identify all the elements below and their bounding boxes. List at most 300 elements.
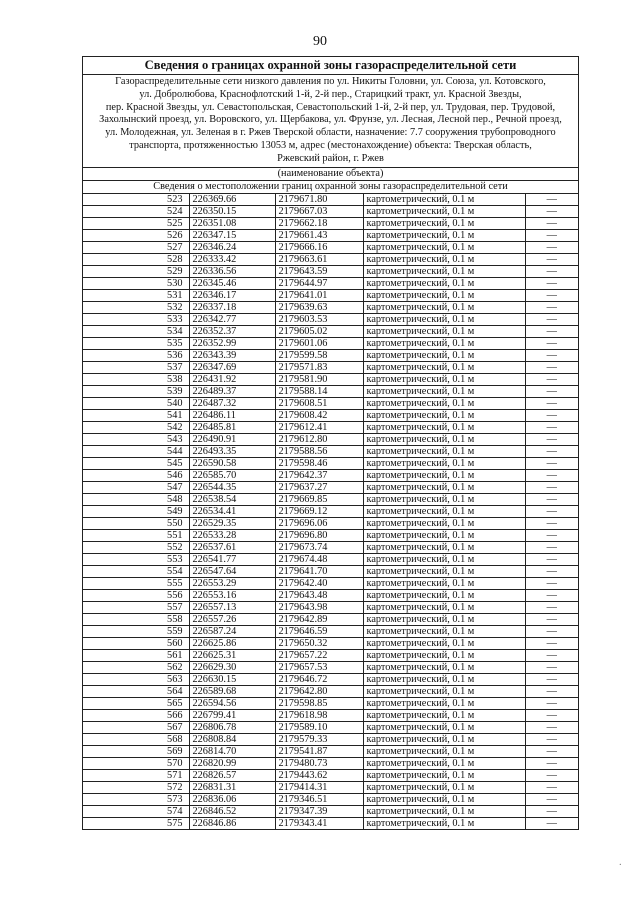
coordinates-table: [83, 194, 578, 829]
table-row: [83, 205, 578, 217]
table-row: [83, 505, 578, 517]
table-row: [83, 601, 578, 613]
y-coordinate-cell: 2179642.89: [275, 613, 363, 625]
point-number-cell: 561: [83, 649, 189, 661]
x-coordinate-cell: 226538.54: [189, 493, 275, 505]
table-row: [83, 637, 578, 649]
method-cell: картометрический, 0.1 м: [363, 445, 525, 457]
method-cell: картометрический, 0.1 м: [363, 301, 525, 313]
table-row: [83, 241, 578, 253]
method-cell: картометрический, 0.1 м: [363, 349, 525, 361]
point-number-cell: 563: [83, 673, 189, 685]
method-cell: картометрический, 0.1 м: [363, 553, 525, 565]
point-number-cell: 565: [83, 697, 189, 709]
y-coordinate-cell: 2179641.01: [275, 289, 363, 301]
method-cell: картометрический, 0.1 м: [363, 625, 525, 637]
method-cell: картометрический, 0.1 м: [363, 421, 525, 433]
y-coordinate-cell: 2179642.80: [275, 685, 363, 697]
y-coordinate-cell: 2179347.39: [275, 805, 363, 817]
point-number-cell: 575: [83, 817, 189, 829]
x-coordinate-cell: 226529.35: [189, 517, 275, 529]
description-cell: —: [525, 625, 578, 637]
description-cell: —: [525, 733, 578, 745]
description-cell: —: [525, 601, 578, 613]
method-cell: картометрический, 0.1 м: [363, 769, 525, 781]
method-cell: картометрический, 0.1 м: [363, 757, 525, 769]
point-number-cell: 530: [83, 277, 189, 289]
y-coordinate-cell: 2179414.31: [275, 781, 363, 793]
table-row: [83, 277, 578, 289]
description-cell: —: [525, 649, 578, 661]
method-cell: картометрический, 0.1 м: [363, 265, 525, 277]
description-line: пер. Красной Звезды, ул. Севастопольская, Севастопольский 1-й, 2-й пер, ул. Трудовая, пер. Трудовой,: [105, 101, 556, 113]
point-number-cell: 543: [83, 433, 189, 445]
y-coordinate-cell: 2179612.41: [275, 421, 363, 433]
point-number-cell: 524: [83, 205, 189, 217]
x-coordinate-cell: 226486.11: [189, 409, 275, 421]
x-coordinate-cell: 226352.37: [189, 325, 275, 337]
point-number-cell: 567: [83, 721, 189, 733]
description-cell: —: [525, 589, 578, 601]
x-coordinate-cell: 226369.66: [189, 194, 275, 206]
table-row: [83, 805, 578, 817]
description-cell: —: [525, 661, 578, 673]
y-coordinate-cell: 2179599.58: [275, 349, 363, 361]
table-row: [83, 325, 578, 337]
y-coordinate-cell: 2179581.90: [275, 373, 363, 385]
description-cell: —: [525, 757, 578, 769]
table-row: [83, 265, 578, 277]
description-cell: —: [525, 313, 578, 325]
y-coordinate-cell: 2179643.48: [275, 589, 363, 601]
table-row: [83, 194, 578, 206]
description-cell: —: [525, 565, 578, 577]
y-coordinate-cell: 2179588.14: [275, 385, 363, 397]
y-coordinate-cell: 2179612.80: [275, 433, 363, 445]
table-row: [83, 253, 578, 265]
description-cell: —: [525, 493, 578, 505]
description-cell: —: [525, 769, 578, 781]
point-number-cell: 554: [83, 565, 189, 577]
point-number-cell: 529: [83, 265, 189, 277]
x-coordinate-cell: 226594.56: [189, 697, 275, 709]
description-cell: —: [525, 505, 578, 517]
y-coordinate-cell: 2179669.85: [275, 493, 363, 505]
description-cell: —: [525, 433, 578, 445]
point-number-cell: 538: [83, 373, 189, 385]
table-row: [83, 577, 578, 589]
point-number-cell: 571: [83, 769, 189, 781]
point-number-cell: 546: [83, 469, 189, 481]
table-row: [83, 433, 578, 445]
x-coordinate-cell: 226544.35: [189, 481, 275, 493]
y-coordinate-cell: 2179608.42: [275, 409, 363, 421]
point-number-cell: 525: [83, 217, 189, 229]
y-coordinate-cell: 2179603.53: [275, 313, 363, 325]
y-coordinate-cell: 2179642.37: [275, 469, 363, 481]
y-coordinate-cell: 2179669.12: [275, 505, 363, 517]
method-cell: картометрический, 0.1 м: [363, 241, 525, 253]
method-cell: картометрический, 0.1 м: [363, 217, 525, 229]
table-row: [83, 349, 578, 361]
y-coordinate-cell: 2179674.48: [275, 553, 363, 565]
description-cell: —: [525, 721, 578, 733]
description-cell: —: [525, 301, 578, 313]
x-coordinate-cell: 226590.58: [189, 457, 275, 469]
table-row: [83, 661, 578, 673]
y-coordinate-cell: 2179579.33: [275, 733, 363, 745]
description-cell: —: [525, 349, 578, 361]
table-row: [83, 409, 578, 421]
description-cell: —: [525, 481, 578, 493]
description-cell: —: [525, 241, 578, 253]
description-cell: —: [525, 194, 578, 206]
y-coordinate-cell: 2179598.85: [275, 697, 363, 709]
x-coordinate-cell: 226806.78: [189, 721, 275, 733]
description-cell: —: [525, 265, 578, 277]
table-row: [83, 673, 578, 685]
description-cell: —: [525, 469, 578, 481]
x-coordinate-cell: 226557.13: [189, 601, 275, 613]
point-number-cell: 535: [83, 337, 189, 349]
table-row: [83, 313, 578, 325]
point-number-cell: 537: [83, 361, 189, 373]
description-cell: —: [525, 781, 578, 793]
x-coordinate-cell: 226541.77: [189, 553, 275, 565]
method-cell: картометрический, 0.1 м: [363, 373, 525, 385]
y-coordinate-cell: 2179601.06: [275, 337, 363, 349]
method-cell: картометрический, 0.1 м: [363, 409, 525, 421]
method-cell: картометрический, 0.1 м: [363, 685, 525, 697]
method-cell: картометрический, 0.1 м: [363, 253, 525, 265]
y-coordinate-cell: 2179646.59: [275, 625, 363, 637]
y-coordinate-cell: 2179663.61: [275, 253, 363, 265]
x-coordinate-cell: 226547.64: [189, 565, 275, 577]
description-line: Ржевский район, г. Ржев: [277, 152, 384, 164]
x-coordinate-cell: 226557.26: [189, 613, 275, 625]
table-row: [83, 529, 578, 541]
description-line: Захолынский проезд, ул. Воровского, ул. Щербакова, ул. Фрунзе, ул. Лесная, Лесной пер., Речной проезд,: [99, 114, 562, 126]
y-coordinate-cell: 2179618.98: [275, 709, 363, 721]
x-coordinate-cell: 226625.86: [189, 637, 275, 649]
description-cell: —: [525, 217, 578, 229]
method-cell: картометрический, 0.1 м: [363, 277, 525, 289]
x-coordinate-cell: 226553.29: [189, 577, 275, 589]
x-coordinate-cell: 226533.28: [189, 529, 275, 541]
y-coordinate-cell: 2179571.83: [275, 361, 363, 373]
point-number-cell: 544: [83, 445, 189, 457]
point-number-cell: 532: [83, 301, 189, 313]
method-cell: картометрический, 0.1 м: [363, 577, 525, 589]
method-cell: картометрический, 0.1 м: [363, 565, 525, 577]
method-cell: картометрический, 0.1 м: [363, 673, 525, 685]
x-coordinate-cell: 226490.91: [189, 433, 275, 445]
table-row: [83, 565, 578, 577]
method-cell: картометрический, 0.1 м: [363, 781, 525, 793]
table-row: [83, 289, 578, 301]
y-coordinate-cell: 2179643.98: [275, 601, 363, 613]
description-cell: —: [525, 637, 578, 649]
point-number-cell: 569: [83, 745, 189, 757]
point-number-cell: 551: [83, 529, 189, 541]
y-coordinate-cell: 2179696.06: [275, 517, 363, 529]
description-cell: —: [525, 205, 578, 217]
description-cell: —: [525, 385, 578, 397]
point-number-cell: 555: [83, 577, 189, 589]
table-row: [83, 373, 578, 385]
x-coordinate-cell: 226487.32: [189, 397, 275, 409]
y-coordinate-cell: 2179443.62: [275, 769, 363, 781]
description-cell: —: [525, 229, 578, 241]
table-row: [83, 685, 578, 697]
y-coordinate-cell: 2179696.80: [275, 529, 363, 541]
x-coordinate-cell: 226346.17: [189, 289, 275, 301]
table-row: [83, 493, 578, 505]
description-cell: —: [525, 277, 578, 289]
table-row: [83, 445, 578, 457]
description-cell: —: [525, 325, 578, 337]
x-coordinate-cell: 226587.24: [189, 625, 275, 637]
table-row: [83, 481, 578, 493]
y-coordinate-cell: 2179650.32: [275, 637, 363, 649]
table-row: [83, 817, 578, 829]
description-cell: —: [525, 445, 578, 457]
table-row: [83, 757, 578, 769]
description-cell: —: [525, 517, 578, 529]
x-coordinate-cell: 226537.61: [189, 541, 275, 553]
method-cell: картометрический, 0.1 м: [363, 733, 525, 745]
page-number: 90: [313, 34, 327, 49]
description-cell: —: [525, 289, 578, 301]
description-line: Газораспределительные сети низкого давления по ул. Никиты Головни, ул. Союза, ул. Котовского,: [115, 76, 546, 87]
x-coordinate-cell: 226342.77: [189, 313, 275, 325]
method-cell: картометрический, 0.1 м: [363, 194, 525, 206]
point-number-cell: 527: [83, 241, 189, 253]
table-row: [83, 721, 578, 733]
description-cell: —: [525, 529, 578, 541]
table-row: [83, 697, 578, 709]
table-row: [83, 385, 578, 397]
method-cell: картометрический, 0.1 м: [363, 529, 525, 541]
method-cell: картометрический, 0.1 м: [363, 205, 525, 217]
y-coordinate-cell: 2179639.63: [275, 301, 363, 313]
x-coordinate-cell: 226336.56: [189, 265, 275, 277]
table-row: [83, 589, 578, 601]
point-number-cell: 539: [83, 385, 189, 397]
table-row: [83, 361, 578, 373]
method-cell: картометрический, 0.1 м: [363, 661, 525, 673]
description-cell: —: [525, 685, 578, 697]
point-number-cell: 566: [83, 709, 189, 721]
x-coordinate-cell: 226343.39: [189, 349, 275, 361]
method-cell: картометрический, 0.1 м: [363, 721, 525, 733]
y-coordinate-cell: 2179643.59: [275, 265, 363, 277]
point-number-cell: 562: [83, 661, 189, 673]
method-cell: картометрический, 0.1 м: [363, 805, 525, 817]
y-coordinate-cell: 2179642.40: [275, 577, 363, 589]
x-coordinate-cell: 226333.42: [189, 253, 275, 265]
table-row: [83, 541, 578, 553]
method-cell: картометрический, 0.1 м: [363, 481, 525, 493]
x-coordinate-cell: 226585.70: [189, 469, 275, 481]
x-coordinate-cell: 226347.15: [189, 229, 275, 241]
x-coordinate-cell: 226831.31: [189, 781, 275, 793]
point-number-cell: 572: [83, 781, 189, 793]
table-row: [83, 769, 578, 781]
table-row: [83, 709, 578, 721]
y-coordinate-cell: 2179671.80: [275, 194, 363, 206]
method-cell: картометрический, 0.1 м: [363, 337, 525, 349]
method-cell: картометрический, 0.1 м: [363, 697, 525, 709]
point-number-cell: 553: [83, 553, 189, 565]
description-cell: —: [525, 361, 578, 373]
x-coordinate-cell: 226589.68: [189, 685, 275, 697]
y-coordinate-cell: 2179661.43: [275, 229, 363, 241]
x-coordinate-cell: 226629.30: [189, 661, 275, 673]
method-cell: картометрический, 0.1 м: [363, 793, 525, 805]
point-number-cell: 536: [83, 349, 189, 361]
description-cell: —: [525, 397, 578, 409]
y-coordinate-cell: 2179343.41: [275, 817, 363, 829]
table-caption: Сведения о местоположении границ охранной зоны газораспределительной сети: [83, 181, 578, 194]
point-number-cell: 557: [83, 601, 189, 613]
y-coordinate-cell: 2179657.53: [275, 661, 363, 673]
y-coordinate-cell: 2179673.74: [275, 541, 363, 553]
description-cell: —: [525, 553, 578, 565]
y-coordinate-cell: 2179662.18: [275, 217, 363, 229]
method-cell: картометрический, 0.1 м: [363, 517, 525, 529]
table-row: [83, 337, 578, 349]
table-row: [83, 553, 578, 565]
method-cell: картометрический, 0.1 м: [363, 541, 525, 553]
table-row: [83, 397, 578, 409]
x-coordinate-cell: 226489.37: [189, 385, 275, 397]
method-cell: картометрический, 0.1 м: [363, 709, 525, 721]
y-coordinate-cell: 2179644.97: [275, 277, 363, 289]
table-row: [83, 649, 578, 661]
point-number-cell: 542: [83, 421, 189, 433]
point-number-cell: 540: [83, 397, 189, 409]
object-caption: (наименование объекта): [83, 168, 578, 181]
description-cell: —: [525, 793, 578, 805]
x-coordinate-cell: 226814.70: [189, 745, 275, 757]
description-line: ул. Добролюбова, Краснофлотский 1-й, 2-й пер., Старицкий тракт, ул. Красной Звезды,: [139, 88, 522, 100]
table-row: [83, 421, 578, 433]
method-cell: картометрический, 0.1 м: [363, 469, 525, 481]
document-title: Сведения о границах охранной зоны газораспределительной сети: [83, 57, 578, 75]
x-coordinate-cell: 226820.99: [189, 757, 275, 769]
point-number-cell: 568: [83, 733, 189, 745]
x-coordinate-cell: 226630.15: [189, 673, 275, 685]
point-number-cell: 564: [83, 685, 189, 697]
table-row: [83, 301, 578, 313]
y-coordinate-cell: 2179608.51: [275, 397, 363, 409]
method-cell: картометрический, 0.1 м: [363, 589, 525, 601]
method-cell: картометрический, 0.1 м: [363, 817, 525, 829]
y-coordinate-cell: 2179588.56: [275, 445, 363, 457]
x-coordinate-cell: 226350.15: [189, 205, 275, 217]
method-cell: картометрический, 0.1 м: [363, 637, 525, 649]
x-coordinate-cell: 226826.57: [189, 769, 275, 781]
description-cell: —: [525, 709, 578, 721]
point-number-cell: 533: [83, 313, 189, 325]
point-number-cell: 523: [83, 194, 189, 206]
y-coordinate-cell: 2179589.10: [275, 721, 363, 733]
description-line: ул. Молодежная, ул. Зеленая в г. Ржев Тверской области, назначение: 7.7 сооружения трубопроводного: [105, 127, 556, 139]
y-coordinate-cell: 2179346.51: [275, 793, 363, 805]
description-cell: —: [525, 745, 578, 757]
point-number-cell: 573: [83, 793, 189, 805]
point-number-cell: 526: [83, 229, 189, 241]
method-cell: картометрический, 0.1 м: [363, 385, 525, 397]
table-row: [83, 745, 578, 757]
method-cell: картометрический, 0.1 м: [363, 289, 525, 301]
boundary-info-sheet: [82, 56, 579, 830]
x-coordinate-cell: 226345.46: [189, 277, 275, 289]
x-coordinate-cell: 226346.24: [189, 241, 275, 253]
description-cell: —: [525, 805, 578, 817]
x-coordinate-cell: 226534.41: [189, 505, 275, 517]
table-row: [83, 457, 578, 469]
description-cell: —: [525, 697, 578, 709]
x-coordinate-cell: 226352.99: [189, 337, 275, 349]
table-row: [83, 469, 578, 481]
x-coordinate-cell: 226347.69: [189, 361, 275, 373]
description-cell: —: [525, 421, 578, 433]
point-number-cell: 559: [83, 625, 189, 637]
x-coordinate-cell: 226337.18: [189, 301, 275, 313]
description-cell: —: [525, 817, 578, 829]
table-row: [83, 517, 578, 529]
point-number-cell: 552: [83, 541, 189, 553]
method-cell: картометрический, 0.1 м: [363, 613, 525, 625]
point-number-cell: 574: [83, 805, 189, 817]
method-cell: картометрический, 0.1 м: [363, 505, 525, 517]
y-coordinate-cell: 2179541.87: [275, 745, 363, 757]
table-row: [83, 793, 578, 805]
method-cell: картометрический, 0.1 м: [363, 433, 525, 445]
point-number-cell: 547: [83, 481, 189, 493]
x-coordinate-cell: 226808.84: [189, 733, 275, 745]
x-coordinate-cell: 226431.92: [189, 373, 275, 385]
description-cell: —: [525, 577, 578, 589]
method-cell: картометрический, 0.1 м: [363, 325, 525, 337]
object-description: [83, 75, 578, 168]
y-coordinate-cell: 2179667.03: [275, 205, 363, 217]
method-cell: картометрический, 0.1 м: [363, 601, 525, 613]
x-coordinate-cell: 226799.41: [189, 709, 275, 721]
x-coordinate-cell: 226553.16: [189, 589, 275, 601]
method-cell: картометрический, 0.1 м: [363, 229, 525, 241]
point-number-cell: 534: [83, 325, 189, 337]
description-cell: —: [525, 613, 578, 625]
description-cell: —: [525, 409, 578, 421]
margin-mark: ·: [618, 860, 622, 871]
table-row: [83, 781, 578, 793]
point-number-cell: 545: [83, 457, 189, 469]
description-cell: —: [525, 673, 578, 685]
y-coordinate-cell: 2179657.22: [275, 649, 363, 661]
y-coordinate-cell: 2179480.73: [275, 757, 363, 769]
point-number-cell: 531: [83, 289, 189, 301]
table-row: [83, 613, 578, 625]
method-cell: картометрический, 0.1 м: [363, 493, 525, 505]
method-cell: картометрический, 0.1 м: [363, 313, 525, 325]
method-cell: картометрический, 0.1 м: [363, 649, 525, 661]
description-cell: —: [525, 541, 578, 553]
table-row: [83, 625, 578, 637]
method-cell: картометрический, 0.1 м: [363, 745, 525, 757]
